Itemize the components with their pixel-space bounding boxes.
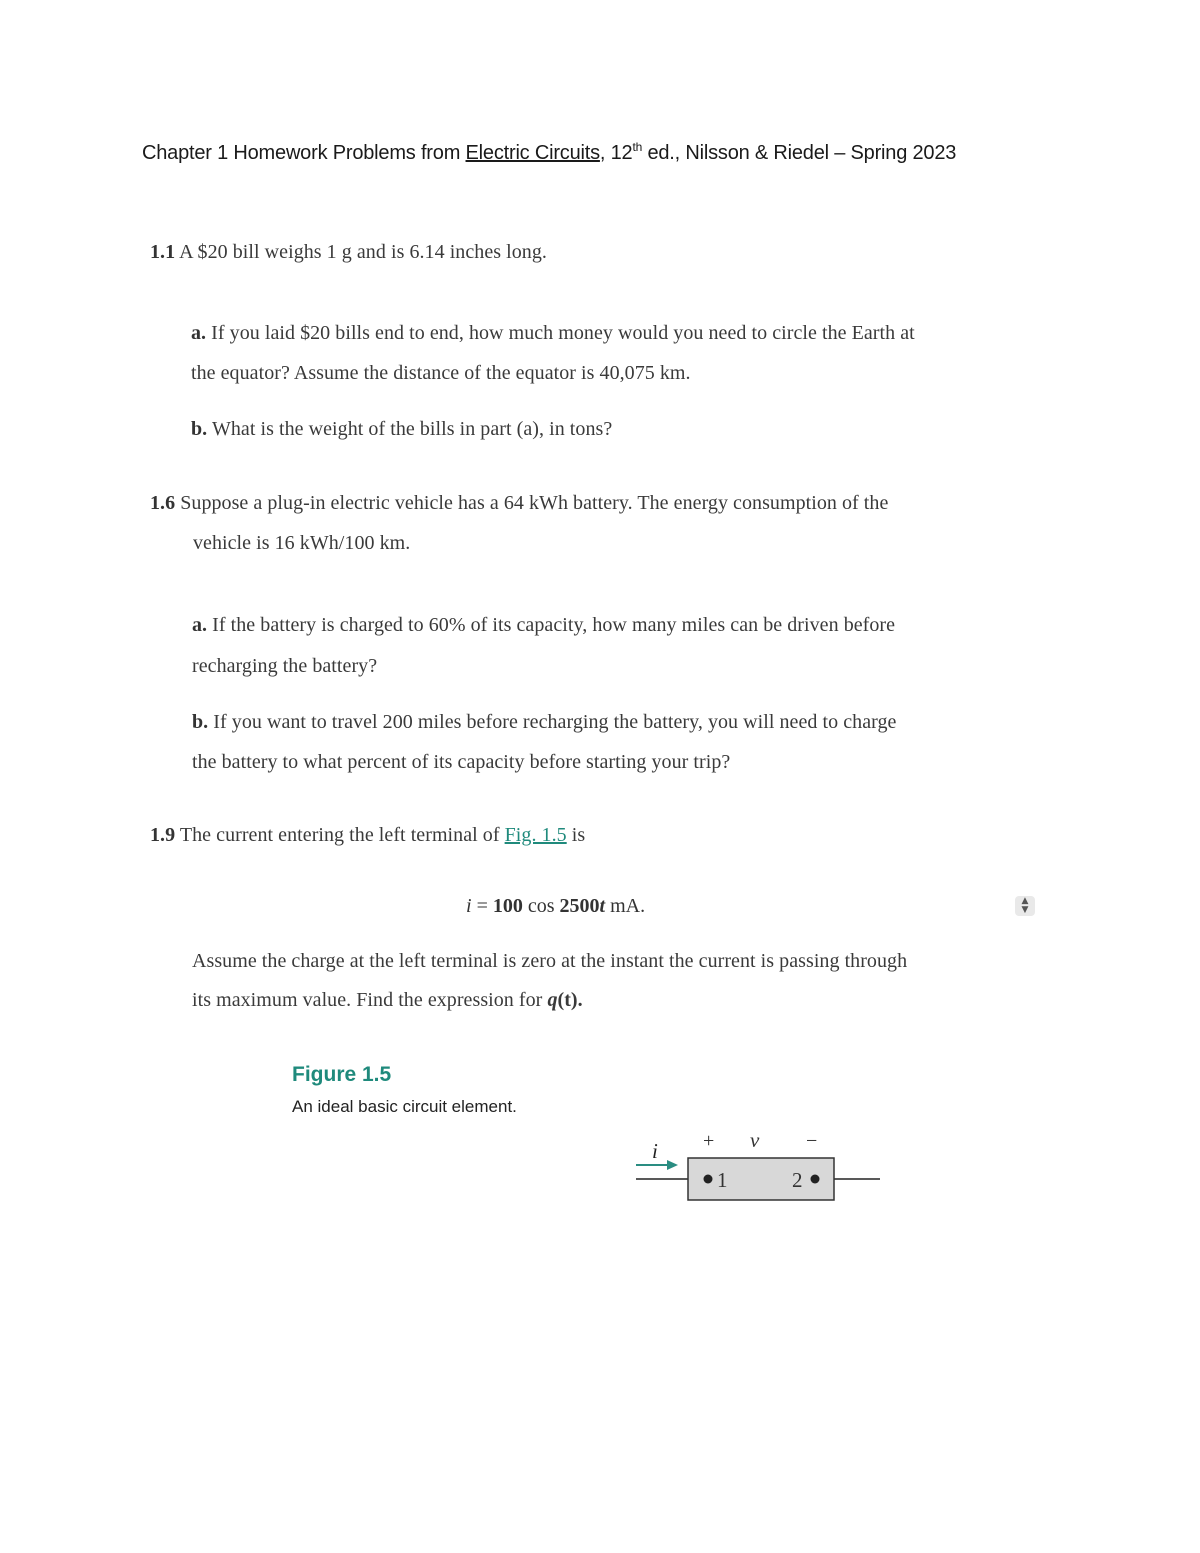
problem-number: 1.1 (150, 241, 176, 263)
problem-1-6-part-a-line2: recharging the battery? (192, 655, 378, 677)
part-label: b. (191, 418, 208, 440)
charge-symbol: q (547, 989, 558, 1011)
eq-variable: i (466, 895, 472, 917)
problem-text-after: is (566, 824, 586, 846)
current-equation (466, 895, 645, 918)
part-text: If the battery is charged to 60% of its capacity, how many miles can be driven before (212, 614, 896, 636)
eq-argument: 2500 (559, 895, 600, 917)
book-title: Electric Circuits (465, 142, 600, 164)
terminal-1-label: 1 (717, 1168, 728, 1192)
part-text: If you laid $20 bills end to end, how much money would you need to circle the Earth at (211, 322, 915, 344)
problem-1-9-after-line2 (192, 989, 583, 1012)
title-suffix: ed., Nilsson & Riedel – Spring 2023 (642, 142, 957, 164)
problem-1-6-part-b-line2: the battery to what percent of its capacity before starting your trip? (192, 751, 731, 773)
edition-number: , 12 (599, 142, 633, 164)
terminal-1-dot (704, 1175, 713, 1184)
part-label: a. (192, 614, 208, 636)
after-text: its maximum value. Find the expression for (192, 989, 548, 1011)
part-text: If you want to travel 200 miles before recharging the battery, you will need to charge (213, 711, 897, 733)
eq-amplitude: 100 (492, 895, 523, 917)
part-text: What is the weight of the bills in part (a), in tons? (211, 418, 613, 440)
eq-equals: = (471, 895, 493, 917)
part-label: a. (191, 322, 207, 344)
problem-1-6-statement-line1 (150, 492, 888, 515)
current-label: i (652, 1139, 658, 1163)
circuit-element-diagram (630, 1125, 890, 1210)
problem-number: 1.9 (150, 824, 176, 846)
problem-1-1-statement (150, 241, 547, 264)
problem-text: Suppose a plug-in electric vehicle has a 64 kWh battery. The energy consumption of the (180, 492, 889, 514)
minus-sign: − (806, 1130, 818, 1152)
stepper-icon: ▲ ▼ (1021, 896, 1029, 915)
problem-1-6-statement-line2: vehicle is 16 kWh/100 km. (193, 532, 411, 554)
problem-number: 1.6 (150, 492, 176, 514)
equation-expand-toggle[interactable] (1015, 896, 1035, 916)
voltage-label: v (750, 1128, 760, 1152)
current-arrow-head (667, 1160, 678, 1170)
title-prefix: Chapter 1 Homework Problems from (142, 142, 466, 164)
figure-caption: An ideal basic circuit element. (292, 1097, 517, 1116)
problem-text: A $20 bill weighs 1 g and is 6.14 inches long. (179, 241, 547, 263)
figure-title: Figure 1.5 (292, 1063, 392, 1086)
charge-argument: (t). (557, 989, 583, 1011)
problem-1-1-part-b (191, 418, 612, 441)
terminal-2-label: 2 (792, 1168, 803, 1192)
problem-1-1-part-a-line1 (191, 322, 915, 345)
eq-time-var: t (599, 895, 606, 917)
document-title (142, 142, 956, 165)
part-label: b. (192, 711, 209, 733)
plus-sign: + (703, 1130, 715, 1152)
problem-1-6-part-a-line1 (192, 614, 895, 637)
figure-link[interactable]: Fig. 1.5 (504, 824, 567, 846)
eq-function: cos (522, 895, 560, 917)
problem-text-before: The current entering the left terminal of (179, 824, 505, 846)
problem-1-1-part-a-line2: the equator? Assume the distance of the equator is 40,075 km. (191, 362, 691, 384)
terminal-2-dot (811, 1175, 820, 1184)
edition-superscript: th (632, 140, 643, 154)
eq-unit: mA. (605, 895, 646, 917)
problem-1-6-part-b-line1 (192, 711, 896, 734)
problem-1-9-after-line1: Assume the charge at the left terminal is zero at the instant the current is passing through (192, 950, 908, 972)
problem-1-9-statement (150, 824, 585, 847)
